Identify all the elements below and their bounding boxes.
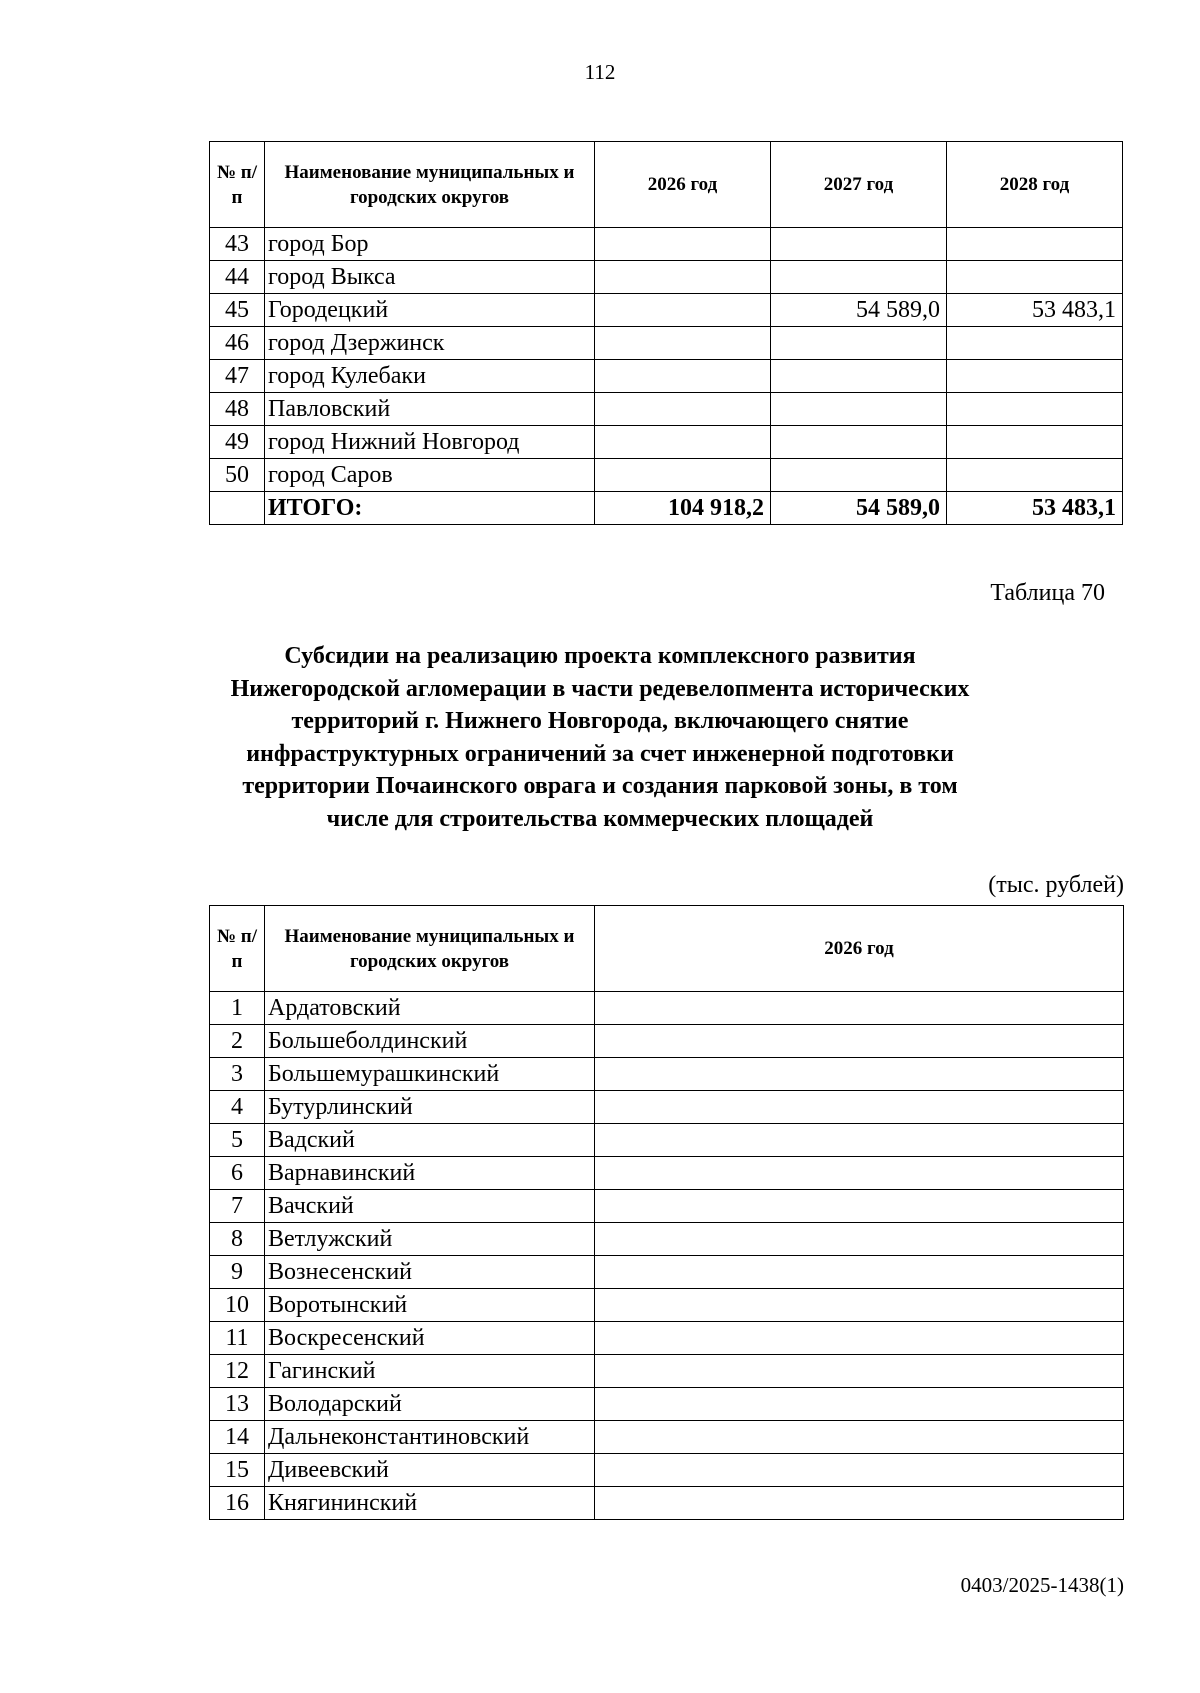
cell-name: Воротынский	[265, 1289, 595, 1322]
cell-2026	[595, 1058, 1124, 1091]
table-row	[210, 1487, 1124, 1520]
cell-num: 10	[210, 1289, 265, 1322]
cell-name: Дивеевский	[265, 1454, 595, 1487]
cell-2028: 53 483,1	[947, 294, 1123, 327]
cell-name: Городецкий	[265, 294, 595, 327]
cell-num-empty	[210, 492, 265, 525]
header-2026: 2026 год	[595, 906, 1124, 992]
cell-num: 14	[210, 1421, 265, 1454]
cell-2026	[595, 228, 771, 261]
total-label: ИТОГО:	[265, 492, 595, 525]
cell-num: 50	[210, 459, 265, 492]
table-row	[210, 228, 1123, 261]
document-code: 0403/2025-1438(1)	[960, 1573, 1124, 1597]
cell-name: Павловский	[265, 393, 595, 426]
table-row	[210, 294, 1123, 327]
cell-num: 7	[210, 1190, 265, 1223]
cell-num: 12	[210, 1355, 265, 1388]
cell-name: Воскресенский	[265, 1322, 595, 1355]
cell-num: 47	[210, 360, 265, 393]
table-row	[210, 1025, 1124, 1058]
cell-num: 8	[210, 1223, 265, 1256]
cell-2026	[595, 393, 771, 426]
cell-2027	[771, 360, 947, 393]
cell-2026	[595, 1190, 1124, 1223]
cell-num: 3	[210, 1058, 265, 1091]
cell-2027	[771, 393, 947, 426]
cell-2026	[595, 1421, 1124, 1454]
cell-num: 45	[210, 294, 265, 327]
cell-2026	[595, 1256, 1124, 1289]
cell-num: 1	[210, 992, 265, 1025]
cell-2026	[595, 1355, 1124, 1388]
cell-2026	[595, 1487, 1124, 1520]
table-header-row	[210, 142, 1123, 228]
cell-num: 43	[210, 228, 265, 261]
table-row	[210, 459, 1123, 492]
header-name: Наименование муниципальных и городских округов	[265, 142, 595, 228]
cell-2026	[595, 1025, 1124, 1058]
cell-2026	[595, 261, 771, 294]
cell-num: 5	[210, 1124, 265, 1157]
cell-name: Бутурлинский	[265, 1091, 595, 1124]
cell-num: 9	[210, 1256, 265, 1289]
cell-2026	[595, 992, 1124, 1025]
total-2027: 54 589,0	[771, 492, 947, 525]
table-row	[210, 992, 1124, 1025]
table-row	[210, 1091, 1124, 1124]
table-row	[210, 1289, 1124, 1322]
cell-num: 2	[210, 1025, 265, 1058]
cell-2026	[595, 327, 771, 360]
table-row	[210, 327, 1123, 360]
cell-2027	[771, 261, 947, 294]
table-row	[210, 1190, 1124, 1223]
cell-name: Вадский	[265, 1124, 595, 1157]
cell-2027	[771, 459, 947, 492]
cell-2028	[947, 261, 1123, 294]
header-num: № п/п	[210, 906, 265, 992]
header-2027: 2027 год	[771, 142, 947, 228]
cell-name: город Бор	[265, 228, 595, 261]
cell-2026	[595, 1223, 1124, 1256]
cell-2028	[947, 393, 1123, 426]
table-row	[210, 1223, 1124, 1256]
header-2028: 2028 год	[947, 142, 1123, 228]
cell-2027	[771, 426, 947, 459]
table-row	[210, 1256, 1124, 1289]
cell-2026	[595, 1454, 1124, 1487]
cell-name: Володарский	[265, 1388, 595, 1421]
cell-2028	[947, 228, 1123, 261]
cell-2028	[947, 327, 1123, 360]
cell-num: 13	[210, 1388, 265, 1421]
table-row	[210, 393, 1123, 426]
cell-2027: 54 589,0	[771, 294, 947, 327]
total-2026: 104 918,2	[595, 492, 771, 525]
cell-name: Ардатовский	[265, 992, 595, 1025]
cell-2027	[771, 228, 947, 261]
cell-2028	[947, 360, 1123, 393]
table-row	[210, 261, 1123, 294]
total-2028: 53 483,1	[947, 492, 1123, 525]
table-caption: Таблица 70	[990, 580, 1105, 606]
cell-2026	[595, 426, 771, 459]
funding-table-continuation	[209, 141, 1123, 525]
table-row	[210, 1454, 1124, 1487]
cell-name: город Кулебаки	[265, 360, 595, 393]
units-label: (тыс. рублей)	[988, 872, 1124, 898]
cell-num: 46	[210, 327, 265, 360]
title-line: числе для строительства коммерческих площадей	[326, 805, 874, 832]
cell-2026	[595, 1124, 1124, 1157]
cell-name: Княгининский	[265, 1487, 595, 1520]
cell-num: 48	[210, 393, 265, 426]
header-num: № п/п	[210, 142, 265, 228]
cell-2028	[947, 459, 1123, 492]
table-row	[210, 1421, 1124, 1454]
cell-2028	[947, 426, 1123, 459]
title-line: Нижегородской агломерации в части редевелопмента исторических	[230, 675, 970, 702]
table-title	[150, 640, 1050, 835]
cell-name: Вачский	[265, 1190, 595, 1223]
cell-2026	[595, 459, 771, 492]
cell-name: Вознесенский	[265, 1256, 595, 1289]
table-row	[210, 1124, 1124, 1157]
subsidy-table	[209, 905, 1124, 1520]
title-line: инфраструктурных ограничений за счет инженерной подготовки	[246, 740, 954, 767]
cell-2027	[771, 327, 947, 360]
table-row	[210, 360, 1123, 393]
cell-name: Дальнеконстантиновский	[265, 1421, 595, 1454]
cell-2026	[595, 1091, 1124, 1124]
page-number: 112	[584, 60, 616, 84]
title-line: территорий г. Нижнего Новгорода, включающего снятие	[291, 708, 909, 734]
cell-name: город Выкса	[265, 261, 595, 294]
table-row	[210, 1388, 1124, 1421]
table-row	[210, 426, 1123, 459]
cell-num: 15	[210, 1454, 265, 1487]
title-line: территории Почаинского оврага и создания парковой зоны, в том	[242, 773, 958, 799]
cell-name: Ветлужский	[265, 1223, 595, 1256]
cell-name: Большемурашкинский	[265, 1058, 595, 1091]
cell-num: 49	[210, 426, 265, 459]
cell-2026	[595, 1289, 1124, 1322]
cell-2026	[595, 1388, 1124, 1421]
cell-num: 6	[210, 1157, 265, 1190]
table-row	[210, 1157, 1124, 1190]
cell-name: город Саров	[265, 459, 595, 492]
table-row	[210, 1355, 1124, 1388]
title-line: Субсидии на реализацию проекта комплексного развития	[284, 643, 916, 669]
cell-2026	[595, 294, 771, 327]
cell-name: Гагинский	[265, 1355, 595, 1388]
cell-2026	[595, 1322, 1124, 1355]
table-row	[210, 1058, 1124, 1091]
cell-2026	[595, 360, 771, 393]
total-row	[210, 492, 1123, 525]
cell-num: 44	[210, 261, 265, 294]
table-header-row	[210, 906, 1124, 992]
cell-2026	[595, 1157, 1124, 1190]
cell-num: 11	[210, 1322, 265, 1355]
header-name: Наименование муниципальных и городских округов	[265, 906, 595, 992]
cell-name: город Нижний Новгород	[265, 426, 595, 459]
cell-name: Большеболдинский	[265, 1025, 595, 1058]
header-2026: 2026 год	[595, 142, 771, 228]
table-row	[210, 1322, 1124, 1355]
cell-name: город Дзержинск	[265, 327, 595, 360]
cell-name: Варнавинский	[265, 1157, 595, 1190]
cell-num: 16	[210, 1487, 265, 1520]
cell-num: 4	[210, 1091, 265, 1124]
